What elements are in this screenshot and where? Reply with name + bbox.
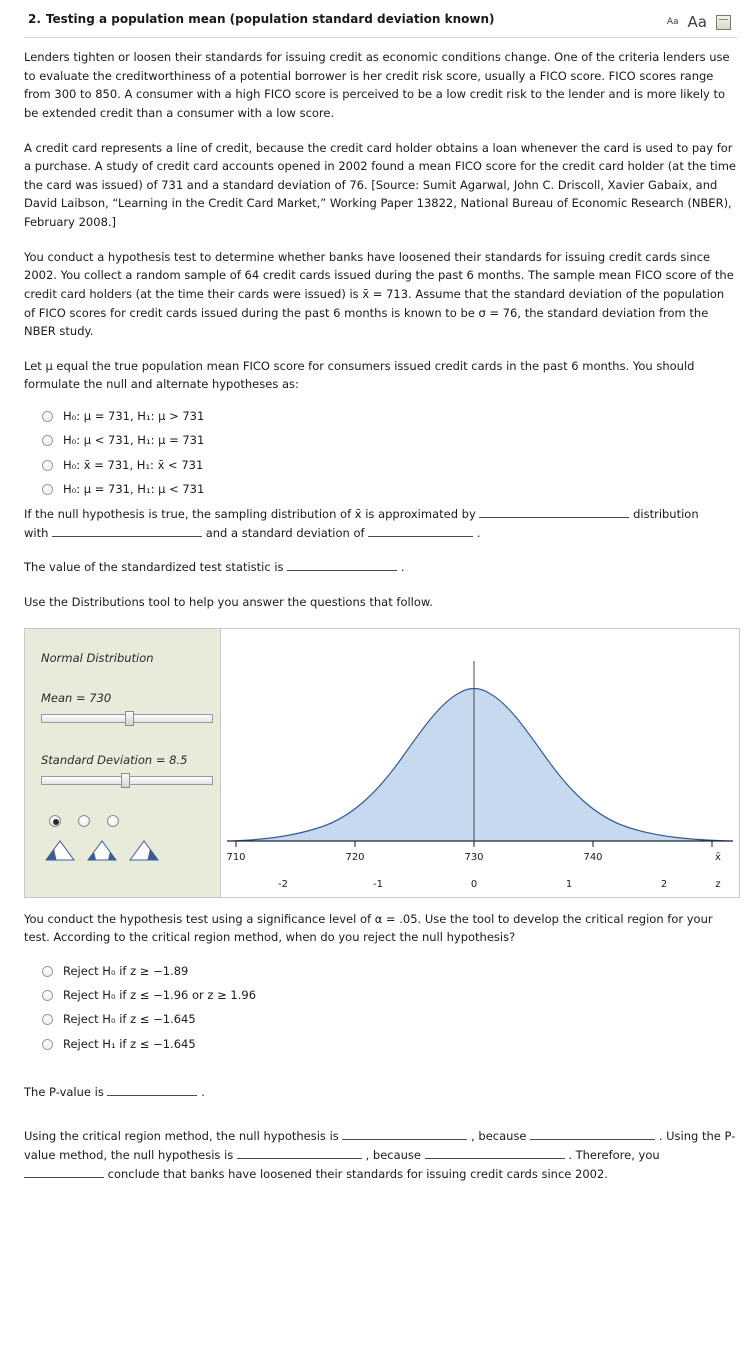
conclusion-blank-1[interactable] <box>342 1128 467 1140</box>
decrease-font-icon[interactable]: Aa <box>666 17 679 27</box>
z-tick-label-neg2: -2 <box>278 878 288 890</box>
critical-region-option-2[interactable] <box>42 987 737 1004</box>
header-icon-group <box>667 12 737 31</box>
two-tail-icon[interactable] <box>87 839 117 861</box>
hypotheses-option-3[interactable] <box>42 457 737 474</box>
conclusion-blank-4[interactable] <box>425 1147 565 1159</box>
sampling-text-5: . <box>476 525 481 540</box>
radio-icon[interactable] <box>42 990 53 1001</box>
test-statistic-blank[interactable] <box>287 559 397 571</box>
sampling-text-2: distribution <box>633 507 699 521</box>
sampling-distribution-question <box>24 505 737 542</box>
mean-slider-thumb[interactable] <box>125 711 134 726</box>
standard-deviation-label: Standard Deviation = 8.5 <box>41 752 188 767</box>
radio-icon[interactable] <box>42 1039 53 1050</box>
paragraph-intro: Lenders tighten or loosen their standards for issuing credit as economic conditions change. One of the criteria lenders use to evaluate the creditworthiness of a potential borrower is her credit risk score, usually a FICO score. FICO scores range from 300 to 850. A consumer with a high FICO score is perceived to be a low credit risk to the lender and is more likely to be extended credit than a consumer with a low score. <box>24 50 730 120</box>
tool-controls-panel <box>25 629 221 897</box>
hypotheses-option-1[interactable] <box>42 408 737 425</box>
radio-icon[interactable] <box>42 966 53 977</box>
conclusion-text-2: , because <box>471 1129 527 1144</box>
radio-icon[interactable] <box>42 411 53 422</box>
page-title <box>24 12 495 28</box>
paragraph-hypotheses-prompt: Let μ equal the true population mean FICO score for consumers issued credit cards in the past 6 months. You should formulate the null and alternate hypotheses as: <box>24 358 695 392</box>
tool-intro-text: Use the Distributions tool to help you answer the questions that follow. <box>24 594 433 609</box>
sd-slider-thumb[interactable] <box>121 773 130 788</box>
conclusion-text-6: conclude that banks have loosened their standards for issuing credit cards since 2002. <box>107 1166 608 1181</box>
question-header <box>24 8 737 31</box>
critical-region-option-list <box>42 963 737 1053</box>
pvalue-question <box>24 1083 737 1102</box>
option-label: H₀: μ = 731, H₁: μ > 731 <box>63 409 205 423</box>
tool-title: Normal Distribution <box>41 650 154 665</box>
z-axis-symbol: z <box>715 878 721 890</box>
hypotheses-option-2[interactable] <box>42 432 737 449</box>
sampling-text-4: and a standard deviation of <box>205 525 365 540</box>
mean-label: Mean = 730 <box>41 690 112 705</box>
conclusion-text-3: . Using the P-value method, the null hypothesis is <box>24 1129 736 1162</box>
critical-region-intro: You conduct the hypothesis test using a significance level of α = .05. Use the tool to develop the critical region for your test. According to the critical region method, when do you reject the null hypothesis? <box>24 911 713 945</box>
radio-icon[interactable] <box>42 484 53 495</box>
sampling-blank-2[interactable] <box>52 525 202 537</box>
option-label: Reject H₀ if z ≤ −1.96 or z ≥ 1.96 <box>63 988 257 1002</box>
right-tail-icon[interactable] <box>129 839 159 861</box>
x-tick-label-710: 710 <box>226 851 246 863</box>
test-statistic-text: The value of the standardized test statistic is <box>24 560 284 575</box>
conclusion-text-4: , because <box>365 1148 421 1162</box>
conclusion-blank-5[interactable] <box>24 1166 104 1178</box>
z-tick-label-2: 2 <box>660 878 668 890</box>
option-label: Reject H₀ if z ≥ −1.89 <box>63 963 189 978</box>
option-label: Reject H₁ if z ≤ −1.645 <box>63 1036 196 1051</box>
radio-option-3[interactable] <box>107 815 119 827</box>
tail-icon-group <box>45 839 206 861</box>
document-icon[interactable] <box>716 15 731 30</box>
critical-region-option-4[interactable] <box>42 1036 737 1053</box>
curve-path <box>227 688 733 841</box>
sampling-blank-1[interactable] <box>479 506 629 518</box>
conclusion-blank-3[interactable] <box>237 1147 362 1159</box>
z-tick-label-0: 0 <box>470 878 478 890</box>
option-label: Reject H₀ if z ≤ −1.645 <box>63 1012 196 1027</box>
mean-slider[interactable] <box>41 711 213 725</box>
x-tick-label-740: 740 <box>583 851 603 863</box>
radio-icon[interactable] <box>42 435 53 446</box>
conclusion-text-1: Using the critical region method, the null hypothesis is <box>24 1129 339 1144</box>
paragraph-sample: You conduct a hypothesis test to determine whether banks have loosened their standards for issuing credit cards since 2002. You collect a random sample of 64 credit cards issued during the past 6 months. The sample mean FICO score of the credit card holders (at the time their cards were issued) is x̄ = 713. Assume that the standard deviation of the population of FICO scores for credit cards issued during the past 6 months is known to be σ = 76, the standard deviation from the NBER study. <box>24 249 734 339</box>
option-label: H₀: x̄ = 731, H₁: x̄ < 731 <box>63 457 204 472</box>
question-title-text: Testing a population mean (population standard deviation known) <box>45 12 495 26</box>
radio-icon[interactable] <box>42 1014 53 1025</box>
tool-radio-group <box>49 815 206 827</box>
sampling-blank-3[interactable] <box>368 525 473 537</box>
z-tick-label-neg1: -1 <box>373 878 383 890</box>
critical-region-option-1[interactable] <box>42 963 737 980</box>
option-label: H₀: μ = 731, H₁: μ < 731 <box>63 481 205 496</box>
test-statistic-period: . <box>400 560 405 575</box>
x-axis-symbol: x̄ <box>715 851 721 863</box>
radio-option-1[interactable] <box>49 815 61 827</box>
conclusion-text-5: . Therefore, you <box>568 1148 660 1162</box>
pvalue-text: The P-value is <box>24 1084 104 1099</box>
x-tick-label-720: 720 <box>345 851 365 863</box>
left-tail-icon[interactable] <box>45 839 75 861</box>
paragraph-study: A credit card represents a line of credit, because the credit card holder obtains a loan whenever the card is used to pay for a purchase. A study of credit card accounts opened in 2002 found a mean FICO score for the credit card holder (at the time the card was issued) of 731 and a standard deviation of 76. [Source: Sumit Agarwal, John C. Driscoll, Xavier Gabaix, and David Laibson, “Learning in the Credit Card Market,” Working Paper 13822, National Bureau of Economic Research (NBER), February 2008.] <box>24 140 737 229</box>
header-divider <box>24 37 737 38</box>
sampling-text-3: with <box>24 525 49 540</box>
hypotheses-option-4[interactable] <box>42 481 737 498</box>
pvalue-blank[interactable] <box>107 1084 197 1096</box>
question-number: 2. <box>28 12 41 26</box>
conclusion-question <box>24 1127 737 1183</box>
distributions-tool[interactable] <box>24 628 740 898</box>
test-statistic-question <box>24 558 737 577</box>
option-label: H₀: μ < 731, H₁: μ = 731 <box>63 433 205 448</box>
radio-option-2[interactable] <box>78 815 90 827</box>
conclusion-blank-2[interactable] <box>530 1128 655 1140</box>
hypotheses-option-list <box>42 408 737 498</box>
normal-curve-svg <box>221 629 739 897</box>
radio-icon[interactable] <box>42 460 53 471</box>
distribution-chart[interactable] <box>221 629 739 897</box>
sampling-text-1: If the null hypothesis is true, the sampling distribution of x̄ is approximated by <box>24 507 476 521</box>
z-tick-label-1: 1 <box>565 878 573 890</box>
increase-font-icon[interactable]: Aa <box>687 13 707 31</box>
sd-slider[interactable] <box>41 773 213 787</box>
x-tick-label-730: 730 <box>464 851 484 863</box>
critical-region-option-3[interactable] <box>42 1011 737 1028</box>
pvalue-period: . <box>201 1084 205 1099</box>
